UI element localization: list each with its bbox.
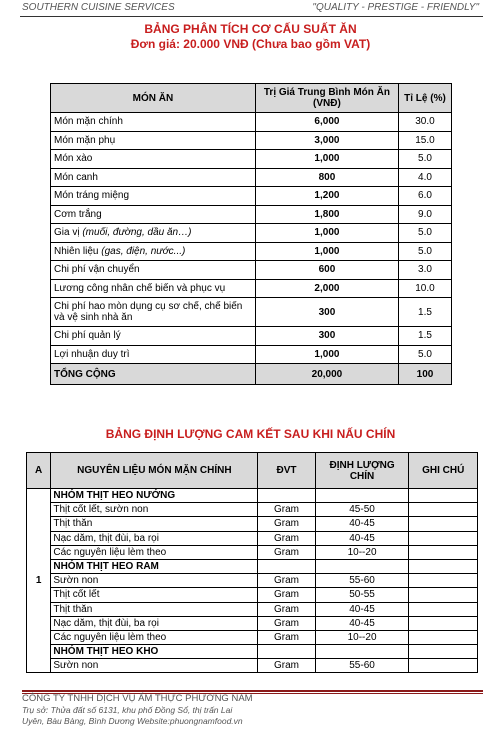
avg-value: 2,000 xyxy=(255,279,398,298)
ingredient-name: Các nguyên liệu lèm theo xyxy=(51,545,258,559)
ingredient-name: Thịt cốt lết, sườn non xyxy=(51,503,258,517)
table-row xyxy=(27,588,478,602)
table-row xyxy=(51,279,452,298)
table-row xyxy=(51,131,452,150)
qty-cell: 10--20 xyxy=(315,545,409,559)
group-row xyxy=(27,645,478,659)
qty-cell: 55-60 xyxy=(315,659,409,673)
qty-cell xyxy=(315,559,409,573)
unit-cell: Gram xyxy=(258,602,315,616)
quantity-title: BẢNG ĐỊNH LƯỢNG CAM KẾT SAU KHI NẤU CHÍN xyxy=(105,427,396,441)
table-row xyxy=(51,345,452,364)
dish-name: Lương công nhân chế biến và phục vụ xyxy=(51,279,256,298)
avg-value: 1,000 xyxy=(255,150,398,169)
avg-value: 300 xyxy=(255,327,398,346)
column-header-ingredient: NGUYÊN LIỆU MÓN MẶN CHÍNH xyxy=(51,453,258,489)
dish-name: Nhiên liệu (gas, điện, nước...) xyxy=(51,242,256,261)
column-header-dish: MÓN ĂN xyxy=(51,84,256,113)
total-row xyxy=(51,364,452,385)
total-ratio: 100 xyxy=(398,364,451,385)
table-row xyxy=(51,298,452,327)
table-row xyxy=(51,261,452,280)
header-right: "QUALITY - PRESTIGE - FRIENDLY" xyxy=(312,2,479,13)
footer-address-line2: Uyên, Bàu Bàng, Bình Dương Website:phuongnamfood.vn xyxy=(22,716,243,726)
unit-cell: Gram xyxy=(258,531,315,545)
analysis-title: BẢNG PHÂN TÍCH CƠ CẤU SUẤT ĂN xyxy=(144,22,357,36)
ratio-value: 5.0 xyxy=(398,345,451,364)
page-header xyxy=(22,2,479,16)
ingredient-name: Sườn non xyxy=(51,659,258,673)
table-row xyxy=(27,503,478,517)
ratio-value: 9.0 xyxy=(398,205,451,224)
qty-cell: 40-45 xyxy=(315,616,409,630)
unit-cell: Gram xyxy=(258,616,315,630)
table-row xyxy=(51,150,452,169)
ratio-value: 1.5 xyxy=(398,298,451,327)
ingredient-name: Các nguyên liệu lèm theo xyxy=(51,630,258,644)
column-header-unit: ĐVT xyxy=(258,453,315,489)
note-cell xyxy=(409,630,478,644)
qty-cell: 40-45 xyxy=(315,517,409,531)
unit-price-subtitle: Đơn giá: 20.000 VNĐ (Chưa bao gồm VAT) xyxy=(130,37,371,51)
ingredient-name: Nạc dăm, thịt đùi, ba rọi xyxy=(51,531,258,545)
table-row xyxy=(51,327,452,346)
note-cell xyxy=(409,602,478,616)
unit-cell xyxy=(258,645,315,659)
note-cell xyxy=(409,517,478,531)
dish-name: Món mặn phụ xyxy=(51,131,256,150)
dish-note: (muối, đường, dầu ăn…) xyxy=(82,227,192,239)
avg-value: 3,000 xyxy=(255,131,398,150)
ingredient-name: Thịt thăn xyxy=(51,602,258,616)
column-header-ratio: Tỉ Lệ (%) xyxy=(398,84,451,113)
unit-cell: Gram xyxy=(258,588,315,602)
ratio-value: 5.0 xyxy=(398,150,451,169)
avg-value: 1,200 xyxy=(255,187,398,206)
dish-name: Cơm trắng xyxy=(51,205,256,224)
dish-name: Chi phí hao mòn dụng cụ sơ chế, chế biến và vệ sinh nhà ăn xyxy=(51,298,256,327)
footer-address-line1: Trụ sở: Thửa đất số 6131, khu phố Đồng Sổ, thị trấn Lai xyxy=(22,705,233,715)
avg-value: 800 xyxy=(255,168,398,187)
ingredient-name: Thịt thăn xyxy=(51,517,258,531)
table-row xyxy=(27,545,478,559)
group-name: NHÓM THỊT HEO NƯỚNG xyxy=(51,489,258,503)
unit-cell: Gram xyxy=(258,545,315,559)
ratio-value: 5.0 xyxy=(398,242,451,261)
header-left: SOUTHERN CUISINE SERVICES xyxy=(22,2,175,13)
table-row xyxy=(51,113,452,132)
table-row xyxy=(27,659,478,673)
qty-cell: 40-45 xyxy=(315,531,409,545)
qty-cell: 45-50 xyxy=(315,503,409,517)
table-row xyxy=(27,616,478,630)
note-cell xyxy=(409,659,478,673)
unit-cell: Gram xyxy=(258,503,315,517)
group-row xyxy=(27,559,478,573)
avg-value: 1,000 xyxy=(255,345,398,364)
table-header-row xyxy=(27,453,478,489)
dish-name: Lợi nhuận duy trì xyxy=(51,345,256,364)
ratio-value: 1.5 xyxy=(398,327,451,346)
avg-value: 600 xyxy=(255,261,398,280)
dish-name: Món tráng miệng xyxy=(51,187,256,206)
ratio-value: 6.0 xyxy=(398,187,451,206)
quantity-table xyxy=(26,452,478,673)
group-name: NHÓM THỊT HEO KHO xyxy=(51,645,258,659)
table-row xyxy=(27,531,478,545)
ingredient-name: Thịt cốt lết xyxy=(51,588,258,602)
table-row xyxy=(27,602,478,616)
meal-structure-table xyxy=(50,83,452,385)
header-divider xyxy=(20,16,483,17)
column-header-avg-value: Trị Giá Trung Bình Món Ăn (VNĐ) xyxy=(255,84,398,113)
total-label: TỔNG CỘNG xyxy=(51,364,256,385)
dish-note: (gas, điện, nước...) xyxy=(101,245,186,257)
table-row xyxy=(51,187,452,206)
dish-name: Món mặn chính xyxy=(51,113,256,132)
table-row xyxy=(51,205,452,224)
note-cell xyxy=(409,489,478,503)
dish-name: Món xào xyxy=(51,150,256,169)
note-cell xyxy=(409,574,478,588)
qty-cell xyxy=(315,645,409,659)
total-value: 20,000 xyxy=(255,364,398,385)
unit-cell: Gram xyxy=(258,630,315,644)
table-header-row xyxy=(51,84,452,113)
avg-value: 300 xyxy=(255,298,398,327)
group-name: NHÓM THỊT HEO RAM xyxy=(51,559,258,573)
column-header-cooked-qty: ĐỊNH LƯỢNG CHÍN xyxy=(315,453,409,489)
dish-name: Món canh xyxy=(51,168,256,187)
qty-cell: 50-55 xyxy=(315,588,409,602)
ratio-value: 4.0 xyxy=(398,168,451,187)
unit-cell xyxy=(258,489,315,503)
avg-value: 1,000 xyxy=(255,224,398,243)
avg-value: 6,000 xyxy=(255,113,398,132)
table-row xyxy=(27,630,478,644)
ratio-value: 5.0 xyxy=(398,224,451,243)
note-cell xyxy=(409,503,478,517)
ingredient-name: Nạc dăm, thịt đùi, ba rọi xyxy=(51,616,258,630)
avg-value: 1,000 xyxy=(255,242,398,261)
unit-cell: Gram xyxy=(258,517,315,531)
unit-cell: Gram xyxy=(258,659,315,673)
note-cell xyxy=(409,531,478,545)
ratio-value: 3.0 xyxy=(398,261,451,280)
qty-cell: 55-60 xyxy=(315,574,409,588)
avg-value: 1,800 xyxy=(255,205,398,224)
column-header-note: GHI CHÚ xyxy=(409,453,478,489)
table-row xyxy=(51,224,452,243)
table-row xyxy=(27,574,478,588)
note-cell xyxy=(409,616,478,630)
section-number: 1 xyxy=(27,489,51,673)
qty-cell: 10--20 xyxy=(315,630,409,644)
footer-company: CÔNG TY TNHH DỊCH VỤ ẨM THỰC PHƯƠNG NAM xyxy=(22,693,253,704)
table-row xyxy=(27,517,478,531)
note-cell xyxy=(409,645,478,659)
column-header-section: A xyxy=(27,453,51,489)
qty-cell xyxy=(315,489,409,503)
note-cell xyxy=(409,545,478,559)
dish-name: Chi phí quản lý xyxy=(51,327,256,346)
note-cell xyxy=(409,559,478,573)
qty-cell: 40-45 xyxy=(315,602,409,616)
unit-cell xyxy=(258,559,315,573)
dish-name: Chi phí vận chuyển xyxy=(51,261,256,280)
ratio-value: 10.0 xyxy=(398,279,451,298)
group-row xyxy=(27,489,478,503)
ingredient-name: Sườn non xyxy=(51,574,258,588)
unit-cell: Gram xyxy=(258,574,315,588)
note-cell xyxy=(409,588,478,602)
ratio-value: 15.0 xyxy=(398,131,451,150)
ratio-value: 30.0 xyxy=(398,113,451,132)
footer-divider xyxy=(22,690,483,692)
dish-name: Gia vị (muối, đường, dầu ăn…) xyxy=(51,224,256,243)
table-row xyxy=(51,242,452,261)
table-row xyxy=(51,168,452,187)
